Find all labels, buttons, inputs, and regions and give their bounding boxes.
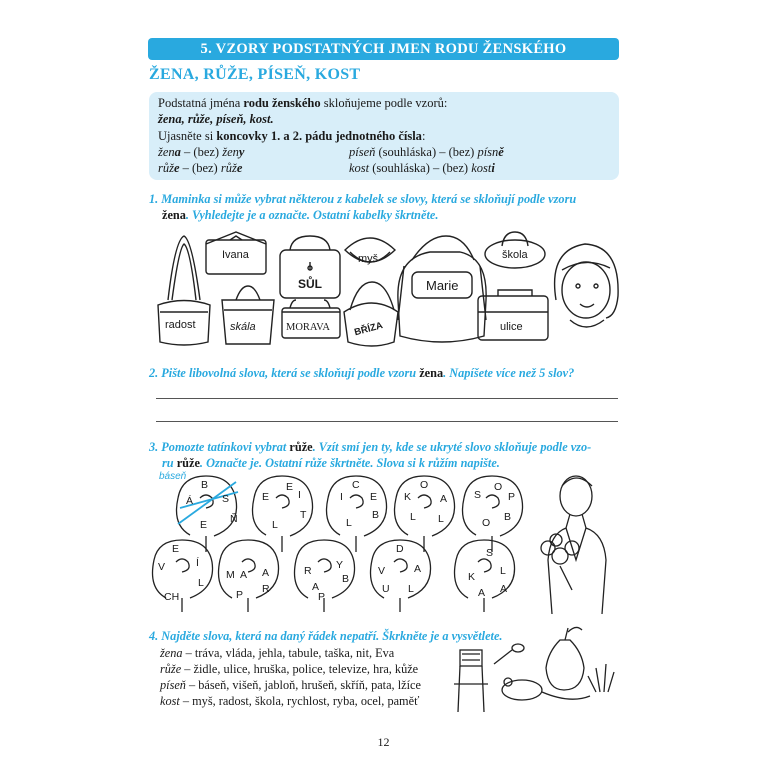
rose-letter: R bbox=[262, 583, 270, 595]
rose-letter: O bbox=[494, 481, 503, 493]
bag-label-briza: BŘÍZA bbox=[353, 320, 385, 339]
page-number: 12 bbox=[377, 735, 390, 749]
task4-row-zena: žena – tráva, vláda, jehla, tabule, taška, nit, Eva bbox=[160, 646, 395, 660]
bag-label-radost: radost bbox=[165, 319, 196, 331]
task-1-line-2: žena. Vyhledejte je a označte. Ostatní kabelky škrtněte. bbox=[162, 208, 439, 222]
rose-letter: Ň bbox=[230, 513, 238, 525]
intro-line-1: Podstatná jména rodu ženského skloňujeme podle vzorů: bbox=[158, 96, 448, 110]
rose-letter: L bbox=[408, 583, 414, 595]
task-4-line: 4. Najděte slova, která na daný řádek nepatří. Škrkněte je a vysvětlete. bbox=[149, 629, 503, 643]
chapter-subtitle: ŽENA, RŮŽE, PÍSEŇ, KOST bbox=[149, 66, 361, 83]
rose-letter: O bbox=[420, 479, 429, 491]
rose-letter: T bbox=[300, 509, 307, 521]
writing-line-1[interactable] bbox=[156, 398, 618, 399]
rose-letter: A bbox=[312, 581, 320, 593]
rose-letter: O bbox=[482, 517, 491, 529]
intro-line-3: Ujasněte si koncovky 1. a 2. pádu jednotného čísla: bbox=[158, 129, 426, 143]
rose-letter: P bbox=[318, 591, 326, 603]
rose-letter: I bbox=[298, 489, 301, 501]
rose-letter: U bbox=[382, 583, 390, 595]
rose-letter: K bbox=[404, 491, 412, 503]
rose-letter: A bbox=[262, 567, 270, 579]
bag-label-skala: skála bbox=[230, 321, 256, 333]
mouse-icon bbox=[502, 678, 590, 700]
pear-icon bbox=[546, 627, 584, 690]
task4-row-pisen: píseň – báseň, višeň, jabloň, hrušeň, skříň, pata, lžíce bbox=[160, 678, 421, 692]
task-1-line-1: 1. Maminka si může vybrat některou z kabelek se slovy, která se skloňují podle vzoru bbox=[149, 192, 577, 206]
bag-label-skola: škola bbox=[502, 249, 528, 261]
bag-label-marie: Marie bbox=[426, 278, 459, 293]
rose-letter: K bbox=[468, 571, 476, 583]
task4-row-ruze: růže – židle, ulice, hruška, police, televize, hra, kůže bbox=[160, 662, 419, 676]
rose-letter: S bbox=[486, 547, 494, 559]
bag-label-ulice: ulice bbox=[500, 321, 523, 333]
bag-briza[interactable] bbox=[344, 282, 398, 346]
rose-letter: CH bbox=[164, 591, 180, 603]
rose-letter: A bbox=[240, 569, 248, 581]
rose-letter: M bbox=[226, 569, 235, 581]
rose-letter: E bbox=[286, 481, 294, 493]
intro-row-2-right: kost (souhláska) – (bez) kosti bbox=[349, 161, 495, 175]
rose-letter: Y bbox=[336, 559, 344, 571]
task-3-line-2: ru růže. Označte je. Ostatní růže škrtněte. Slova si k růžím napište. bbox=[162, 456, 500, 470]
rose-letter: A bbox=[478, 587, 486, 599]
rose-letter: S bbox=[222, 493, 230, 505]
girl-face-illustration bbox=[555, 244, 619, 327]
intro-line-2: žena, růže, píseň, kost. bbox=[158, 112, 274, 126]
rose-letter: P bbox=[236, 589, 244, 601]
rose-letter: A bbox=[440, 493, 448, 505]
rose-letter: V bbox=[158, 561, 166, 573]
rose-letter: Á bbox=[186, 495, 194, 507]
spoon-icon bbox=[494, 644, 524, 664]
task-2-line: 2. Pište libovolná slova, která se skloňují podle vzoru žena. Napíšete více než 5 slov? bbox=[149, 366, 575, 380]
rose-letter: B bbox=[504, 511, 512, 523]
intro-row-2-left: růže – (bez) růže bbox=[158, 161, 243, 175]
rose-letter: S bbox=[474, 489, 482, 501]
rose-letter: E bbox=[262, 491, 270, 503]
rose-letter: I bbox=[340, 491, 343, 503]
rose-letter: L bbox=[346, 517, 352, 529]
rose-letter: L bbox=[198, 577, 204, 589]
rose-letter: E bbox=[200, 519, 208, 531]
rose-letter: L bbox=[272, 519, 278, 531]
rose-letter: B bbox=[372, 509, 380, 521]
rose-letter: C bbox=[352, 479, 360, 491]
rose-letter: B bbox=[342, 573, 350, 585]
example-word-basen: báseň bbox=[159, 471, 187, 482]
chair-icon bbox=[454, 650, 488, 712]
rose-letter: L bbox=[438, 513, 444, 525]
rose-letter: V bbox=[378, 565, 386, 577]
intro-row-1-left: žena – (bez) ženy bbox=[158, 145, 245, 159]
rose-letter: B bbox=[201, 479, 209, 491]
rose-letter: P bbox=[508, 491, 516, 503]
bag-label-morava: MORAVA bbox=[286, 322, 330, 333]
grass-icon bbox=[588, 664, 614, 692]
bag-label-sul: SŮL bbox=[298, 277, 322, 291]
rose-letter: L bbox=[410, 511, 416, 523]
rose-2-1[interactable] bbox=[153, 540, 213, 612]
writing-line-2[interactable] bbox=[156, 421, 618, 422]
rose-letter: L bbox=[500, 565, 506, 577]
rose-letter: Í bbox=[196, 557, 199, 569]
intro-row-1-right: píseň (souhláska) – (bez) písně bbox=[349, 145, 504, 159]
rose-letter: E bbox=[370, 491, 378, 503]
rose-letter: A bbox=[500, 583, 508, 595]
rose-letter: E bbox=[172, 543, 180, 555]
rose-letter: D bbox=[396, 543, 404, 555]
task-3-line-1: 3. Pomozte tatínkovi vybrat růže. Vzít smí jen ty, kde se ukryté slovo skloňuje podle vzo- bbox=[149, 440, 592, 454]
bag-label-ivana: Ivana bbox=[222, 249, 249, 261]
father-illustration bbox=[541, 476, 606, 614]
bag-skala[interactable] bbox=[222, 286, 274, 344]
rose-letter: R bbox=[304, 565, 312, 577]
task4-row-kost: kost – myš, radost, škola, rychlost, ryba, ocel, paměť bbox=[160, 694, 420, 708]
chapter-title-banner: 5. VZORY PODSTATNÝCH JMEN RODU ŽENSKÉHO bbox=[148, 38, 619, 60]
rose-letter: A bbox=[414, 563, 422, 575]
bag-label-mys: myš bbox=[358, 253, 379, 265]
